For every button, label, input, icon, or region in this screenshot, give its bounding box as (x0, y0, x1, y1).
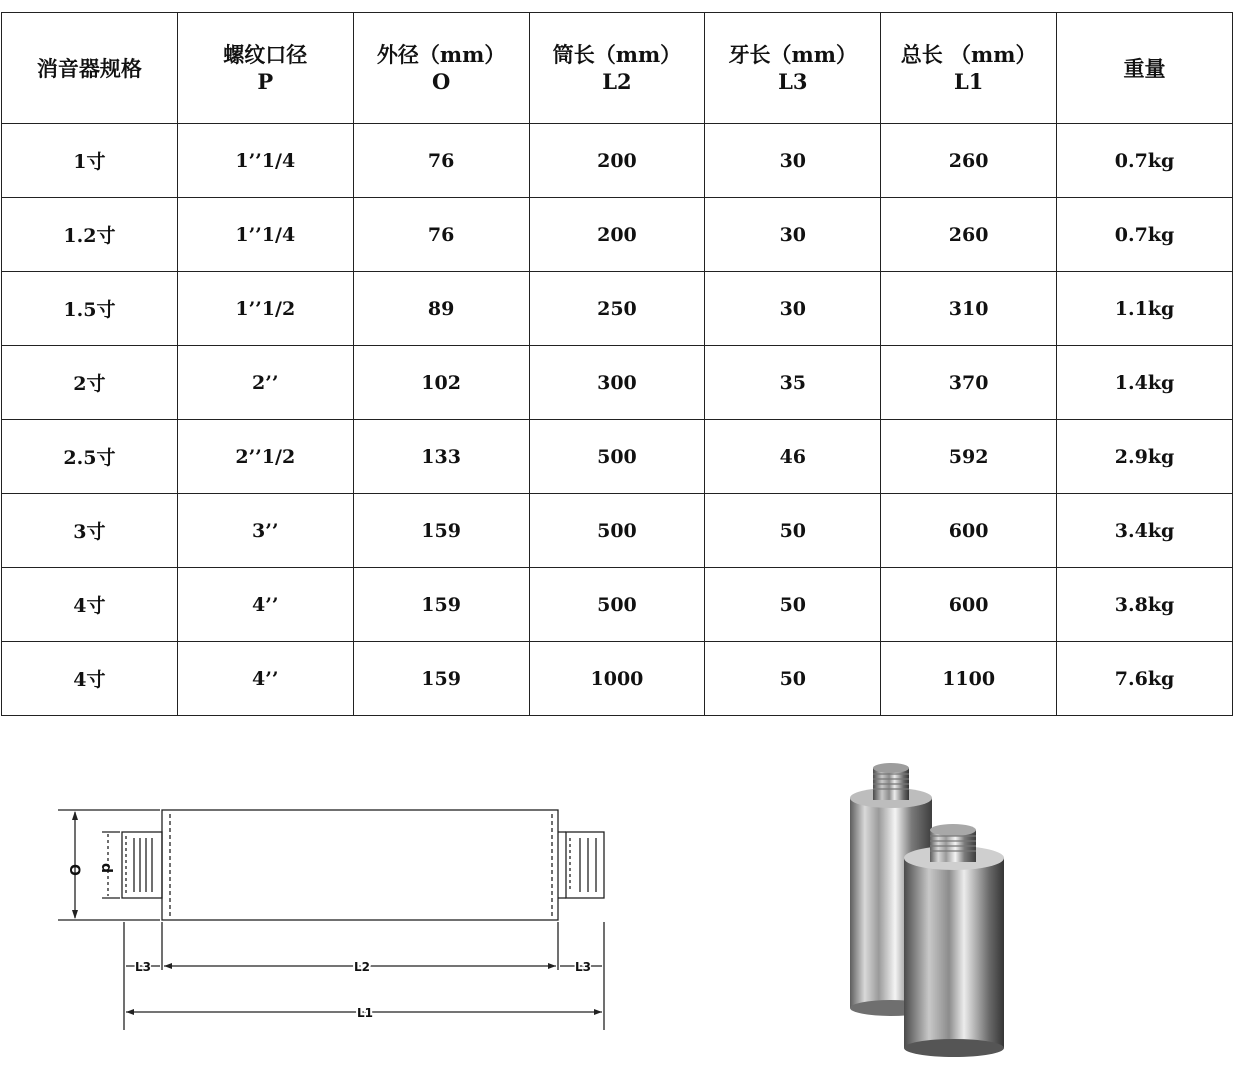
table-cell: 76 (353, 124, 529, 198)
table-cell: 250 (529, 272, 705, 346)
table-cell: 1.2寸 (2, 198, 178, 272)
muffler-body-outline (162, 810, 558, 920)
table-cell: 30 (705, 124, 881, 198)
table-cell: 159 (353, 642, 529, 716)
table-cell: 0.7kg (1057, 198, 1233, 272)
table-cell: 500 (529, 568, 705, 642)
header-cell: 消音器规格 (2, 13, 178, 124)
header-cell: 重量 (1057, 13, 1233, 124)
table-cell: 46 (705, 420, 881, 494)
table-cell: 1’’1/4 (177, 124, 353, 198)
table-cell: 1100 (881, 642, 1057, 716)
table-cell: 0.7kg (1057, 124, 1233, 198)
right-thread-outline (566, 832, 604, 898)
table-cell: 4’’ (177, 568, 353, 642)
header-cell: 外径（mm） O (353, 13, 529, 124)
dimension-drawing (40, 780, 640, 1060)
table-cell: 200 (529, 124, 705, 198)
table-cell: 7.6kg (1057, 642, 1233, 716)
table-cell: 592 (881, 420, 1057, 494)
left-thread-outline (122, 832, 162, 898)
table-cell: 600 (881, 568, 1057, 642)
table-cell: 1寸 (2, 124, 178, 198)
table-cell: 1’’1/2 (177, 272, 353, 346)
table-cell: 76 (353, 198, 529, 272)
table-cell: 1.4kg (1057, 346, 1233, 420)
table-cell: 30 (705, 198, 881, 272)
header-cell: 牙长（mm） L3 (705, 13, 881, 124)
header-cell: 螺纹口径 P (177, 13, 353, 124)
table-cell: 3寸 (2, 494, 178, 568)
table-cell: 50 (705, 568, 881, 642)
table-cell: 2’’1/2 (177, 420, 353, 494)
table-cell: 2’’ (177, 346, 353, 420)
table-row (2, 346, 1233, 420)
table-cell: 300 (529, 346, 705, 420)
table-row (2, 568, 1233, 642)
table-cell: 260 (881, 198, 1057, 272)
table-cell: 500 (529, 494, 705, 568)
table-cell: 159 (353, 494, 529, 568)
spec-table (1, 12, 1233, 716)
header-cell: 总长 （mm） L1 (881, 13, 1057, 124)
header-cell: 筒长（mm） L2 (529, 13, 705, 124)
table-cell: 310 (881, 272, 1057, 346)
label-l2: L2 (354, 960, 370, 974)
table-cell: 370 (881, 346, 1057, 420)
label-d: d (98, 862, 114, 874)
table-row (2, 494, 1233, 568)
table-cell: 30 (705, 272, 881, 346)
table-cell: 260 (881, 124, 1057, 198)
table-cell: 35 (705, 346, 881, 420)
table-row (2, 272, 1233, 346)
table-cell: 133 (353, 420, 529, 494)
table-cell: 200 (529, 198, 705, 272)
table-cell: 159 (353, 568, 529, 642)
table-cell: 2寸 (2, 346, 178, 420)
table-cell: 50 (705, 642, 881, 716)
label-l3-right: L3 (575, 960, 591, 974)
table-cell: 4’’ (177, 642, 353, 716)
table-cell: 500 (529, 420, 705, 494)
table-cell: 89 (353, 272, 529, 346)
table-row (2, 420, 1233, 494)
table-cell: 1’’1/4 (177, 198, 353, 272)
label-l3-left: L3 (135, 960, 151, 974)
table-cell: 102 (353, 346, 529, 420)
table-cell: 4寸 (2, 568, 178, 642)
table-row (2, 124, 1233, 198)
table-cell: 1.1kg (1057, 272, 1233, 346)
table-cell: 2.5寸 (2, 420, 178, 494)
table-cell: 3.8kg (1057, 568, 1233, 642)
label-l1: L1 (357, 1006, 373, 1020)
label-o: O (66, 864, 82, 876)
table-cell: 50 (705, 494, 881, 568)
table-cell: 1000 (529, 642, 705, 716)
table-cell: 1.5寸 (2, 272, 178, 346)
table-cell: 600 (881, 494, 1057, 568)
table-cell: 4寸 (2, 642, 178, 716)
front-muffler (904, 824, 1004, 1057)
table-cell: 2.9kg (1057, 420, 1233, 494)
table-row (2, 642, 1233, 716)
product-photo (830, 750, 1030, 1060)
table-row (2, 198, 1233, 272)
table-cell: 3.4kg (1057, 494, 1233, 568)
table-cell: 3’’ (177, 494, 353, 568)
table-header-row (2, 13, 1233, 124)
